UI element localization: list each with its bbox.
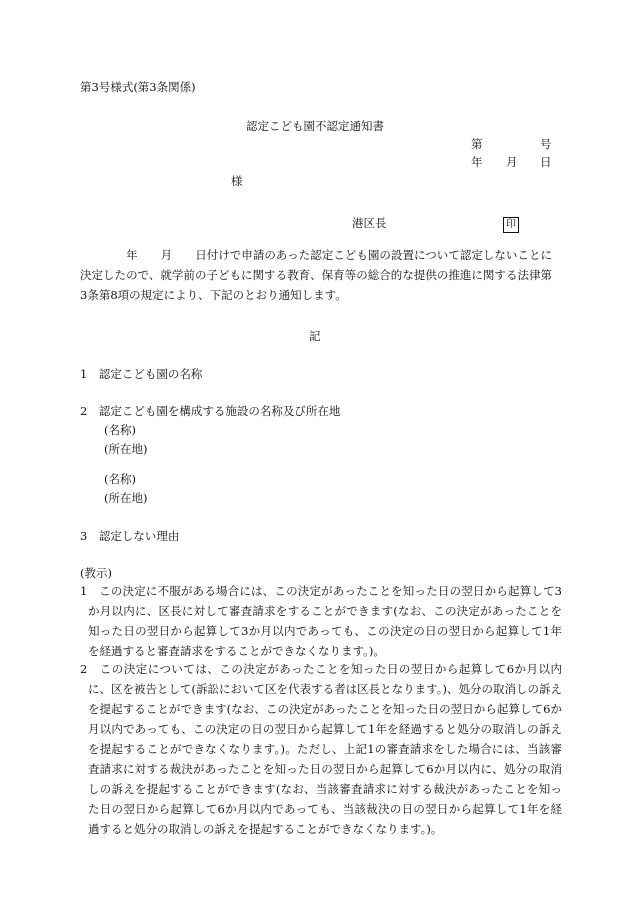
kyoji-heading: (教示): [80, 566, 112, 580]
ki-heading: 記: [309, 329, 321, 343]
facility-location-label-2: (所在地): [104, 491, 148, 505]
document-number-dai: 第: [471, 137, 483, 151]
item-1-facility-name: 1 認定こども園の名称: [80, 367, 203, 381]
item-2-facilities: 2 認定こども園を構成する施設の名称及び所在地: [80, 404, 341, 418]
issuer-name: 港区長: [352, 216, 387, 230]
date-day: 日: [540, 155, 552, 169]
item-3-reason: 3 認定しない理由: [80, 529, 180, 543]
document-title: 認定こども園不認定通知書: [246, 119, 384, 133]
kyoji-note-1: 1 この決定に不服がある場合には、この決定があったことを知った日の翌日から起算して3か月以内に、区長に対して審査請求をすることができます(なお、この決定があったことを知った日の翌日から起算して3か月以内であっても、この決定の日の翌日から起算して1年を経過すると審査請求をすることができなくなります。)。: [80, 584, 562, 658]
kyoji-note-2: 2 この決定については、この決定があったことを知った日の翌日から起算して6か月以内に、区を被告として(訴訟において区を代表する者は区長となります。)、処分の取消しの訴えを提起することができます(なお、この決定があったことを知った日の翌日から起算して6か月以内であっても、この決定の日の翌日から起算して1年を経過すると処分の取消しの訴えを提起することができなくなります。)。ただし、上記1の審査請求をした場合には、当該審査請求に対する裁決があったことを知った日の翌日から起算して6か月以内に、処分の取消しの訴えを提起することができます(なお、当該審査請求に対する裁決があったことを知った日の翌日から起算して6か月以内であっても、当該裁決の日の翌日から起算して1年を経過すると処分の取消しの訴えを提起することができなくなります。)。: [80, 662, 562, 836]
date-year: 年: [471, 155, 483, 169]
seal-mark: 印: [503, 217, 519, 233]
facility-name-label-1: (名称): [104, 423, 136, 437]
facility-location-label-1: (所在地): [104, 442, 148, 456]
document-number-go: 号: [540, 137, 552, 151]
body-paragraph: 年 月 日付けで申請のあった認定こども園の設置について認定しないことに決定したので、就学前の子どもに関する教育、保育等の総合的な提供の推進に関する法律第3条第8項の規定により、下記のとおり通知します。: [80, 248, 552, 302]
addressee-suffix: 様: [231, 174, 243, 188]
facility-name-label-2: (名称): [104, 472, 136, 486]
date-month: 月: [506, 155, 518, 169]
form-number-label: 第3号様式(第3条関係): [80, 80, 196, 94]
